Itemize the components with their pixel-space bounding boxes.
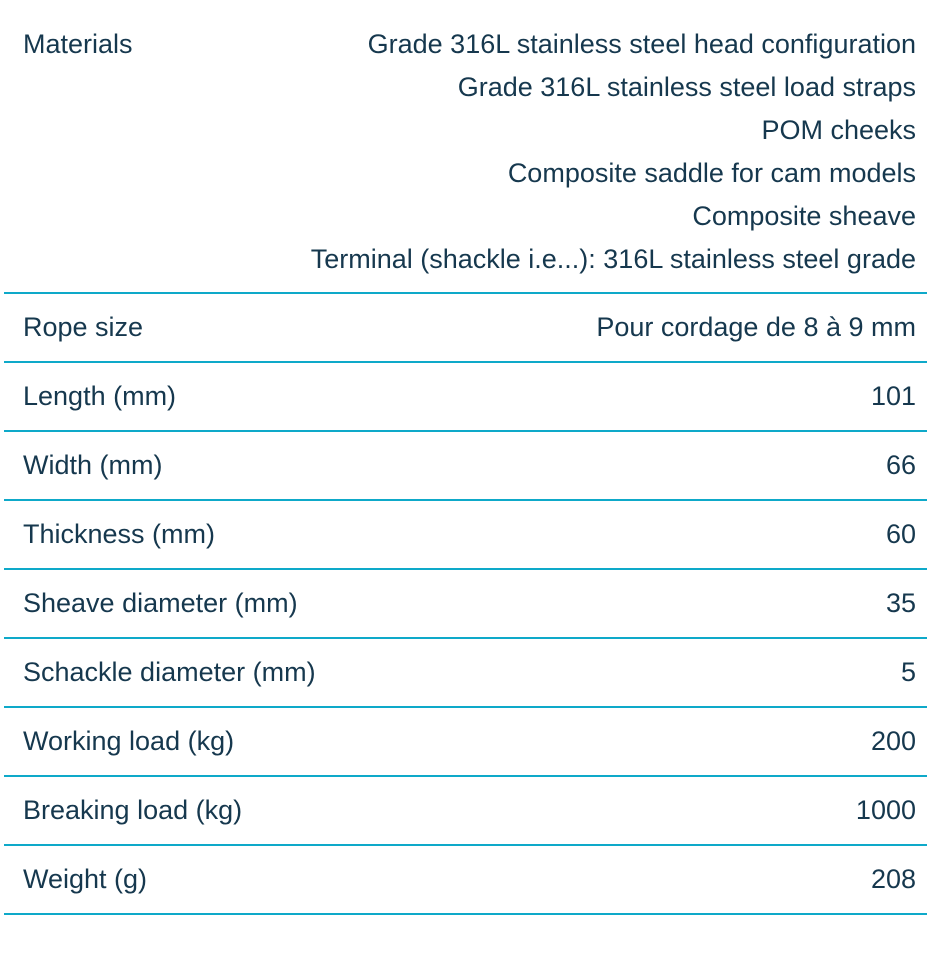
spec-label-length: Length (mm) (23, 381, 177, 411)
spec-row-width (4, 432, 927, 501)
spec-label-schackle-diameter: Schackle diameter (mm) (23, 657, 316, 687)
spec-value-line: Composite sheave (692, 201, 916, 231)
spec-value-rope-size: Pour cordage de 8 à 9 mm (596, 312, 916, 342)
spec-label-working-load: Working load (kg) (23, 726, 235, 756)
spec-value-length: 101 (870, 381, 916, 411)
spec-label-sheave-diameter: Sheave diameter (mm) (23, 588, 298, 618)
spec-row-rope-size (4, 294, 927, 363)
spec-row-materials (4, 20, 927, 294)
spec-row-breaking-load (4, 777, 927, 846)
spec-row-schackle-diameter (4, 639, 927, 708)
spec-label-breaking-load: Breaking load (kg) (23, 795, 243, 825)
spec-value-line: Grade 316L stainless steel head configuration (367, 29, 916, 59)
spec-value-sheave-diameter: 35 (885, 588, 916, 618)
spec-label-materials: Materials (23, 29, 133, 59)
spec-value-line: Grade 316L stainless steel load straps (457, 72, 916, 102)
spec-value-working-load: 200 (870, 726, 916, 756)
product-spec-table (4, 20, 927, 915)
spec-value-weight: 208 (870, 864, 916, 894)
spec-value-line: Terminal (shackle i.e...): 316L stainless steel grade (310, 244, 916, 274)
spec-row-sheave-diameter (4, 570, 927, 639)
spec-value-breaking-load: 1000 (855, 795, 916, 825)
spec-label-width: Width (mm) (23, 450, 163, 480)
spec-row-thickness (4, 501, 927, 570)
spec-row-length (4, 363, 927, 432)
spec-value-thickness: 60 (885, 519, 916, 549)
spec-label-rope-size: Rope size (23, 312, 144, 342)
spec-row-weight (4, 846, 927, 915)
spec-value-width: 66 (885, 450, 916, 480)
spec-label-thickness: Thickness (mm) (23, 519, 216, 549)
spec-value-schackle-diameter: 5 (900, 657, 916, 687)
spec-label-weight: Weight (g) (23, 864, 148, 894)
spec-value-line: POM cheeks (761, 115, 916, 145)
spec-value-materials (133, 23, 916, 281)
spec-value-line: Composite saddle for cam models (507, 158, 916, 188)
spec-row-working-load (4, 708, 927, 777)
